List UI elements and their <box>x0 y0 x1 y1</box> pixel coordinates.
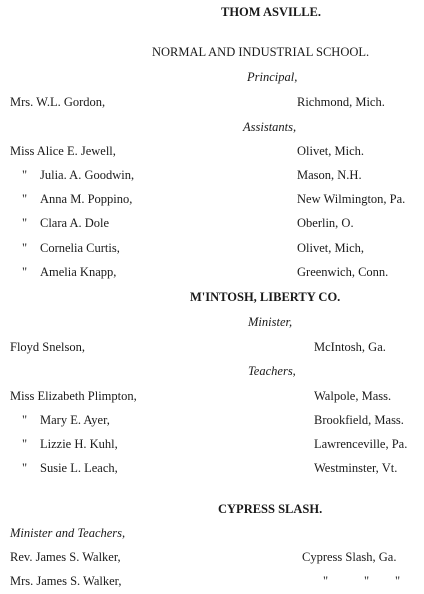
teacher-name: Lizzie H. Kuhl, <box>40 437 118 451</box>
assistant-name: Amelia Knapp, <box>40 265 117 279</box>
section-heading-mintosh: M'INTOSH, LIBERTY CO. <box>190 290 341 304</box>
school-name: NORMAL AND INDUSTRIAL SCHOOL. <box>152 45 370 59</box>
ditto-mark: " <box>395 574 401 588</box>
ditto-mark: " <box>22 192 28 206</box>
assistant-name: Cornelia Curtis, <box>40 241 120 255</box>
assistants-label: Assistants, <box>243 120 297 134</box>
ditto-mark: " <box>22 413 28 427</box>
minister-name: Floyd Snelson, <box>10 340 86 354</box>
assistant-place: Olivet, Mich. <box>297 144 365 158</box>
principal-name: Mrs. W.L. Gordon, <box>10 95 106 109</box>
ditto-mark: " <box>22 461 28 475</box>
section-heading-thomasville: THOM ASVILLE. <box>221 5 322 19</box>
ditto-mark: " <box>22 241 28 255</box>
person-name: Rev. James S. Walker, <box>10 550 121 564</box>
assistant-place: New Wilmington, Pa. <box>297 192 406 206</box>
section-heading-cypress: CYPRESS SLASH. <box>218 502 323 516</box>
ditto-mark: " <box>22 216 28 230</box>
teacher-place: Lawrenceville, Pa. <box>314 437 408 451</box>
assistant-name: Anna M. Poppino, <box>40 192 133 206</box>
ditto-mark: " <box>22 265 28 279</box>
assistant-place: Greenwich, Conn. <box>297 265 389 279</box>
person-name: Mrs. James S. Walker, <box>10 574 122 588</box>
ditto-mark: " <box>323 574 329 588</box>
teacher-place: Brookfield, Mass. <box>314 413 404 427</box>
ditto-mark: " <box>364 574 370 588</box>
minister-label: Minister, <box>248 315 293 329</box>
teacher-place: Walpole, Mass. <box>314 389 392 403</box>
teacher-name: Miss Elizabeth Plimpton, <box>10 389 137 403</box>
assistant-place: Olivet, Mich, <box>297 241 365 255</box>
assistant-name: Julia. A. Goodwin, <box>40 168 135 182</box>
minister-teachers-label: Minister and Teachers, <box>10 526 126 540</box>
ditto-mark: " <box>22 437 28 451</box>
assistant-name: Clara A. Dole <box>40 216 110 230</box>
principal-place: Richmond, Mich. <box>297 95 385 109</box>
ditto-mark: " <box>22 168 28 182</box>
teacher-place: Westminster, Vt. <box>314 461 398 475</box>
assistant-place: Mason, N.H. <box>297 168 362 182</box>
assistant-name: Miss Alice E. Jewell, <box>10 144 116 158</box>
teacher-name: Susie L. Leach, <box>40 461 118 475</box>
assistant-place: Oberlin, O. <box>297 216 354 230</box>
principal-label: Principal, <box>247 70 298 84</box>
minister-place: McIntosh, Ga. <box>314 340 386 354</box>
person-place: Cypress Slash, Ga. <box>302 550 397 564</box>
teacher-name: Mary E. Ayer, <box>40 413 110 427</box>
teachers-label: Teachers, <box>248 364 296 378</box>
